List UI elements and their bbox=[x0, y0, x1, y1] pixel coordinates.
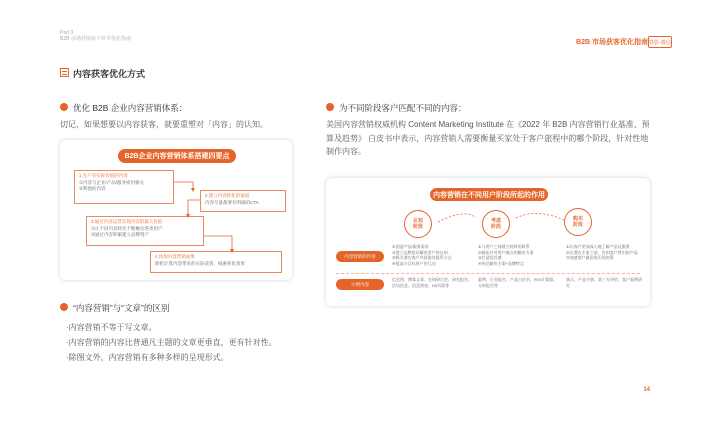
role-awareness: ①创造产品/服务需求 ②建立品牌意识解决用户的认知 ③吸引潜在客户并获取其联系方式 ④提高与目标用户的互动 bbox=[392, 244, 452, 266]
stage-awareness-label: 认知 阶段 bbox=[412, 218, 423, 230]
left-bullet-2: “内容营销”与“文章”的区别 bbox=[73, 303, 170, 313]
header-title: B2B 市场获客优化指南 bbox=[576, 39, 648, 46]
left-diagram-title: B2B企业内容营销体系搭建四要点 bbox=[118, 149, 236, 163]
right-diagram-card bbox=[326, 178, 650, 306]
list-item: ·内容营销的内容比普通凡主题的文章更垂直，更有针对性。 bbox=[66, 338, 277, 347]
diagram-box-4-line-1: 除把计算内容带来的实际获客，线索转化效果 bbox=[155, 260, 245, 266]
stage-consideration-label: 考虑 阶段 bbox=[490, 218, 501, 230]
stage-awareness bbox=[404, 210, 432, 238]
stage-purchase-label: 购买 阶段 bbox=[572, 216, 583, 228]
diagram-box-3-line-1: ①让不同内容转化不断触达各类用户 bbox=[91, 225, 163, 231]
list-item: ·内容营销不等于写文章。 bbox=[66, 323, 157, 332]
diagram-box-1-title: 1.生产有实际价值的内容 bbox=[79, 173, 128, 178]
header-subtitle: B2B 市场营销每个环节优化指南 bbox=[60, 36, 131, 42]
diagram-box-2-line-1: 内容尽量都要有明确的CTA bbox=[205, 199, 259, 205]
row-divider bbox=[336, 273, 640, 274]
row-label-example: 示例内容 bbox=[336, 279, 384, 290]
stage-consideration bbox=[482, 210, 510, 238]
page-number: 14 bbox=[643, 387, 650, 393]
diagram-box-4-title: 4.体现内容营销成果 bbox=[155, 254, 195, 259]
role-consideration: ①与用户之间建立持续的联系 ②输出针对用户痛点的解决方案 ③打造信任感 ④传达解决方案+品牌特点 bbox=[478, 244, 534, 266]
example-purchase: 演示、产品手册、第三方评价、客户案例研究 bbox=[566, 277, 642, 288]
section-list-icon bbox=[60, 68, 69, 77]
bullet-dot-icon bbox=[326, 103, 334, 111]
diagram-connector-arrows bbox=[60, 140, 292, 280]
diagram-box-2-title: 2.建立内容转化的通道 bbox=[205, 193, 250, 198]
header-part bbox=[60, 30, 131, 42]
left-paragraph: 切记，如果想要以内容获客，就要重塑对「内容」的认知。 bbox=[60, 120, 268, 129]
section-title: 内容获客优化方式 bbox=[73, 69, 146, 79]
right-paragraph: 美国内容营销权威机构 Content Marketing Institute 在《2022 年 B2B 内容营销行业基准、预算及趋势》 白皮书中表示，内容营销人需要衡量买家处于客户旅程中的哪个阶段，针对性地制作内容。 bbox=[326, 120, 650, 156]
right-diagram-title: 内容营销在不同用户阶段所起的作用 bbox=[430, 188, 548, 201]
bullet-dot-icon bbox=[60, 303, 68, 311]
diagram-box-1-line-2: ②利他的内容 bbox=[79, 186, 106, 191]
example-consideration: 案例、行业报告、产品白皮书、ROI计算器、分析报告等 bbox=[478, 277, 558, 288]
header-part-label: Part 3 bbox=[60, 30, 74, 36]
role-purchase: ①让客户更加深入地了解产品及服务 ②在潜在买家之前，告知客户我们的产品 ③加速客户做出购买的决策 bbox=[566, 244, 638, 260]
left-bullet-1: 优化 B2B 企业内容营销体系： bbox=[73, 103, 188, 113]
stage-purchase bbox=[564, 208, 592, 236]
left-diagram-card bbox=[60, 140, 292, 280]
diagram-box-1-line-1: ①内容与企业/产品/服务密切相关 bbox=[79, 179, 145, 185]
right-bullet: 为不同阶段客户匹配不同的内容： bbox=[339, 103, 467, 113]
diagram-box-3-title: 3.通过内容运营实现内容的最大价值 bbox=[91, 219, 163, 224]
example-awareness: 信息图、博客文章、在线研讨会、研究报告、活动信息、信息图表、H5页面等 bbox=[392, 277, 472, 288]
difference-list bbox=[66, 320, 326, 365]
bullet-dot-icon bbox=[60, 103, 68, 111]
list-item: ·除图文外，内容营销有多种多样的呈现形式。 bbox=[66, 353, 229, 362]
diagram-box-3-line-2: ②通过内容积累建立品牌资产 bbox=[91, 232, 150, 237]
brand-logo: 铁影·微信 bbox=[648, 36, 672, 48]
row-label-role: 内容营销的作用 bbox=[336, 251, 384, 262]
